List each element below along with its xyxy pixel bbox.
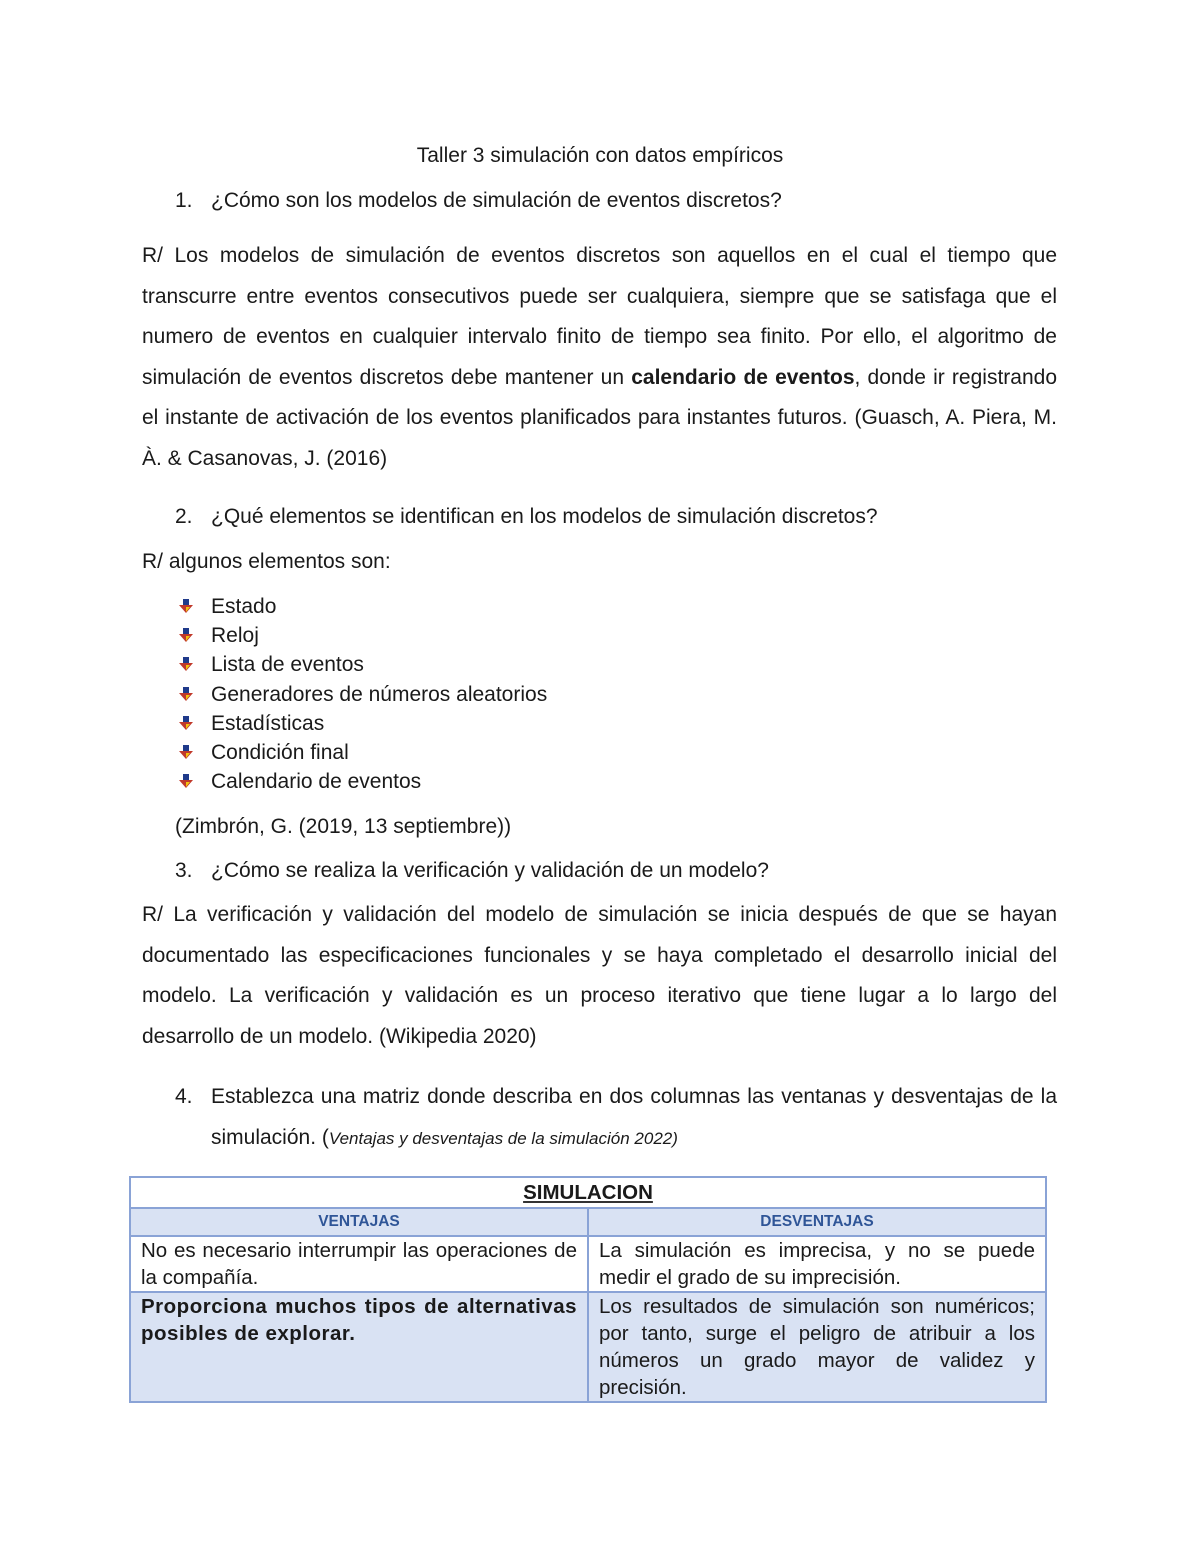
down-arrow-bullet-icon [178, 715, 194, 731]
question-1 [175, 188, 1065, 214]
table-cell: Los resultados de simulación son numéricos; por tanto, surge el peligro de atribuir a los números un grado mayor de validez y precisión. [588, 1292, 1046, 1402]
list-item [178, 709, 547, 738]
list-item-label: Generadores de números aleatorios [211, 682, 548, 706]
list-item-label: Condición final [211, 741, 349, 765]
question-1-text: ¿Cómo son los modelos de simulación de eventos discretos? [211, 189, 782, 212]
down-arrow-bullet-icon [178, 656, 194, 672]
table-cell: La simulación es imprecisa, y no se puede medir el grado de su imprecisión. [588, 1236, 1046, 1292]
question-3 [175, 858, 1065, 884]
table-cell-bold-text: Proporciona muchos tipos de alternativas posibles de explorar. [141, 1295, 577, 1345]
list-item [178, 650, 547, 679]
down-arrow-bullet-icon [178, 627, 194, 643]
answer-3: R/ La verificación y validación del modelo de simulación se inicia después de que se hayan documentado las especificaciones funcionales y se haya completado el desarrollo inicial del modelo. La verificación y validación es un proceso iterativo que tiene lugar a lo largo del desarrollo de un modelo. (Wikipedia 2020) [142, 903, 1057, 1048]
question-2 [175, 504, 1065, 530]
down-arrow-bullet-icon [178, 686, 194, 702]
list-item-label: Reloj [211, 624, 259, 648]
elements-list [178, 592, 547, 796]
answer-1-bold-term: calendario de eventos [631, 365, 855, 389]
answer-2-intro: R/ algunos elementos son: [142, 550, 391, 573]
list-item-label: Estadísticas [211, 711, 325, 735]
answer-2-reference: (Zimbrón, G. (2019, 13 septiembre)) [175, 815, 512, 838]
question-2-text: ¿Qué elementos se identifican en los modelos de simulación discretos? [211, 505, 878, 528]
question-1-number: 1. [175, 189, 193, 212]
question-4-text: Establezca una matriz donde describa en dos columnas las ventanas y desventajas de la simulación. ( [211, 1085, 1057, 1149]
document-title: Taller 3 simulación con datos empíricos [416, 144, 784, 167]
simulation-matrix-table [129, 1176, 1047, 1403]
question-4-number: 4. [175, 1085, 193, 1108]
answer-1-text-b: , donde ir registrando el instante de activación de los eventos planificados para instantes futuros. (Guasch, A. Piera, M. À. & Casanovas, J. (2016) [142, 365, 1057, 470]
list-item-label: Calendario de eventos [211, 770, 422, 794]
question-3-number: 3. [175, 859, 193, 882]
list-item [178, 621, 547, 650]
answer-1 [142, 236, 1057, 480]
answer-1-text-a: R/ Los modelos de simulación de eventos discretos son aquellos en el cual el tiempo que transcurre entre eventos consecutivos puede ser cualquiera, siempre que se satisfaga que el numero de eventos en cualquier intervalo finito de tiempo sea finito. Por ello, el algoritmo de simulación de eventos discretos debe mantener un [142, 244, 1057, 389]
down-arrow-bullet-icon [178, 598, 194, 614]
down-arrow-bullet-icon [178, 744, 194, 760]
table-caption: SIMULACION [130, 1177, 1046, 1208]
list-item-label: Estado [211, 595, 277, 618]
question-3-text: ¿Cómo se realiza la verificación y validación de un modelo? [211, 859, 769, 882]
question-4-citation: Ventajas y desventajas de la simulación 2022) [328, 1128, 678, 1148]
question-2-number: 2. [175, 505, 193, 528]
list-item [178, 592, 547, 621]
table-cell [130, 1292, 588, 1402]
table-row [130, 1292, 1046, 1402]
table-cell: No es necesario interrumpir las operaciones de la compañía. [130, 1236, 588, 1292]
question-4 [175, 1077, 1057, 1159]
list-item-label: Lista de eventos [211, 653, 364, 677]
column-header-disadvantages: DESVENTAJAS [588, 1208, 1046, 1236]
list-item [178, 680, 547, 709]
list-item [178, 738, 547, 767]
table-row [130, 1236, 1046, 1292]
down-arrow-bullet-icon [178, 773, 194, 789]
column-header-advantages: VENTAJAS [130, 1208, 588, 1236]
list-item [178, 767, 547, 796]
